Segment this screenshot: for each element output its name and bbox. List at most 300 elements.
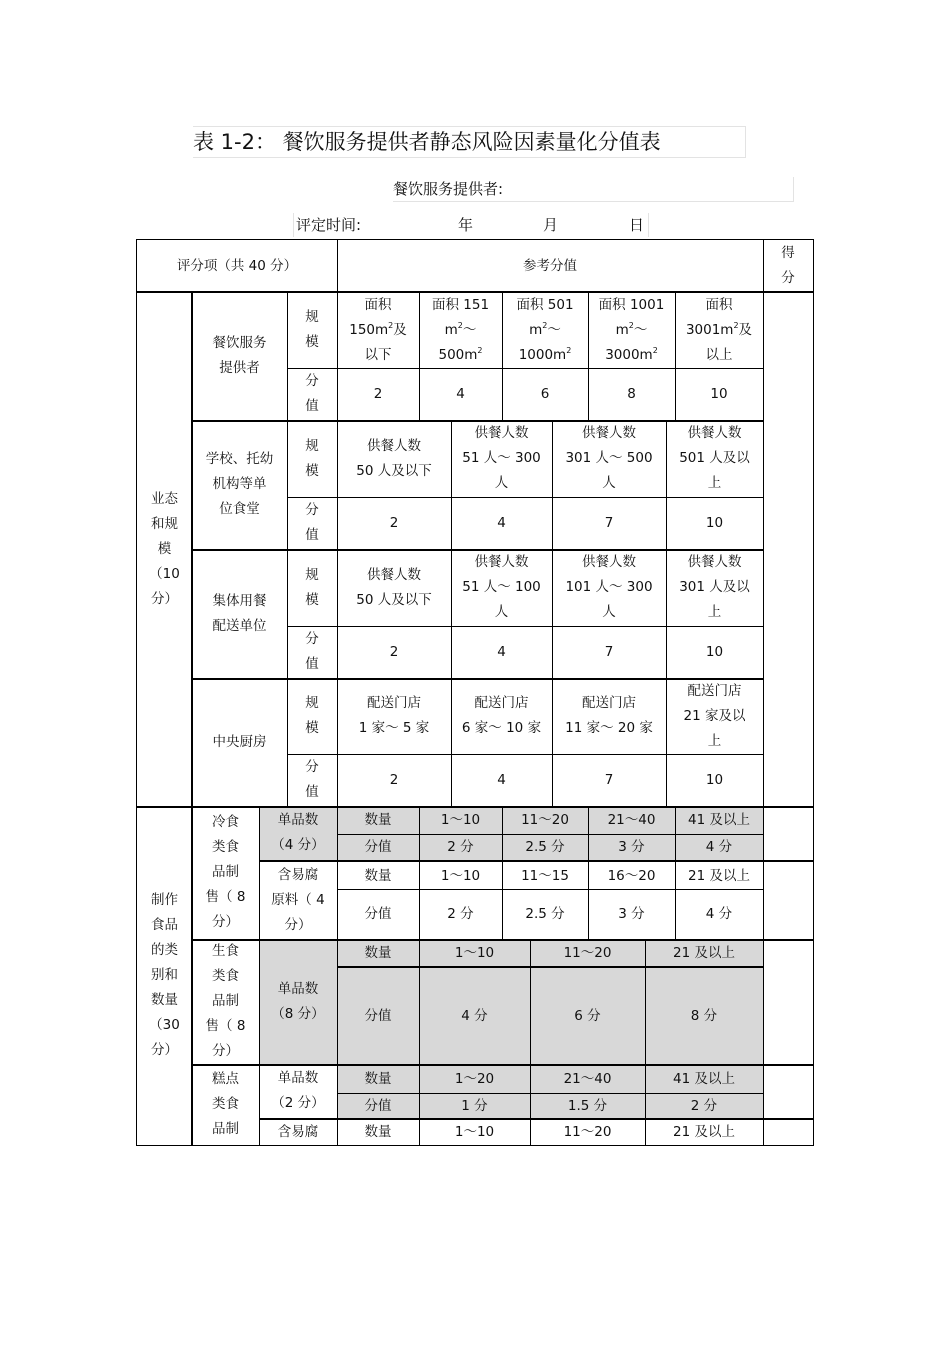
pastry-single-count bbox=[530, 1064, 645, 1094]
row-raw-food-line: 售（ 8 bbox=[205, 1018, 246, 1034]
cold-single-count bbox=[502, 806, 588, 835]
pastry-single-value-line: 1 分 bbox=[461, 1097, 488, 1114]
delivery-value bbox=[337, 626, 451, 678]
pastry-single-value-line: 1.5 分 bbox=[567, 1097, 608, 1114]
cold-perishable-label-line: 分） bbox=[284, 917, 312, 933]
catering-scale-c2-line: $500m^2$ bbox=[438, 345, 483, 363]
raw-single-value-line: 8 分 bbox=[690, 1007, 718, 1024]
school-value-line: 7 bbox=[604, 514, 614, 531]
cold-perishable-label-line: 含易腐 bbox=[277, 867, 319, 883]
school-value-line: 4 bbox=[497, 514, 506, 531]
school-scale-c4-line: 上 bbox=[707, 475, 722, 491]
catering-scale-c3-line: $1000m^2$ bbox=[518, 345, 572, 363]
raw-single-count-line: 1～10 bbox=[454, 945, 495, 961]
central-value-line: 7 bbox=[604, 771, 614, 788]
cold-perishable-value-line: 4 分 bbox=[705, 906, 733, 922]
row-catering-provider bbox=[192, 292, 287, 420]
row-cold-food-line: 类食 bbox=[211, 839, 239, 855]
row-cold-food-line: 品制 bbox=[211, 864, 239, 880]
catering-scale-c1-line: 以下 bbox=[364, 346, 392, 363]
scale-label-line: 模 bbox=[305, 591, 319, 608]
row-group-delivery-line: 配送单位 bbox=[212, 617, 267, 634]
delivery-scale-c1-line: 50 人及以下 bbox=[356, 591, 432, 608]
header-item-line: 评分项（共 40 分） bbox=[176, 257, 298, 274]
cold-single-value-line: 4 分 bbox=[705, 839, 733, 855]
school-scale-c1 bbox=[337, 420, 451, 497]
cold-perishable-count-line: 1～10 bbox=[440, 867, 481, 884]
superscript: 2 bbox=[733, 320, 739, 330]
school-scale-c3-line: 301 人～ 500 bbox=[565, 450, 653, 466]
central-scale-c2-line: 配送门店 bbox=[474, 695, 529, 711]
cold-single-count-line: 21～40 bbox=[607, 812, 656, 828]
value-label bbox=[337, 890, 419, 939]
catering-scale-c2-line: 面积 151 bbox=[431, 296, 490, 313]
superscript: 2 bbox=[457, 320, 463, 330]
school-scale-c2-line: 供餐人数 bbox=[474, 425, 529, 441]
school-scale-c3-line: 人 bbox=[602, 475, 616, 491]
central-value-line: 4 bbox=[497, 771, 506, 788]
raw-single-value-line: 6 分 bbox=[574, 1007, 601, 1024]
central-scale-c2-line: 6 家～ 10 家 bbox=[461, 720, 542, 736]
central-value-line: 10 bbox=[705, 771, 724, 788]
scale-label-line: 模 bbox=[305, 462, 319, 479]
count-label bbox=[337, 1064, 419, 1094]
grid-line bbox=[287, 368, 764, 369]
superscript: 2 bbox=[652, 345, 658, 355]
grid-line bbox=[675, 292, 676, 421]
scale-label bbox=[287, 292, 337, 368]
catering-scale-c1-line: 面积 bbox=[364, 296, 392, 313]
cold-perishable-count bbox=[675, 862, 763, 890]
section-food-category-line: 分） bbox=[151, 1042, 178, 1058]
row-school-canteen-line: 机构等单 bbox=[212, 476, 267, 492]
cold-perishable-label-line: 原料（ 4 bbox=[271, 892, 325, 908]
delivery-scale-c1 bbox=[337, 549, 451, 626]
section-food-category-line: 的类 bbox=[151, 942, 178, 958]
section-food-category-line: （30 bbox=[149, 1017, 180, 1033]
value-label-line: 值 bbox=[305, 398, 319, 414]
grid-line bbox=[502, 292, 503, 421]
cold-single-label-line: （4 分） bbox=[271, 837, 325, 853]
value-label-line: 分值 bbox=[364, 1007, 392, 1024]
cold-single-count-line: 41 及以上 bbox=[688, 812, 750, 828]
school-scale-c4 bbox=[666, 420, 763, 497]
delivery-scale-c4 bbox=[666, 549, 763, 626]
delivery-scale-c3-line: 101 人～ 300 bbox=[565, 579, 653, 595]
section-food-category-line: 食品 bbox=[151, 917, 178, 933]
scale-label-line: 规 bbox=[305, 309, 319, 325]
delivery-value bbox=[666, 626, 763, 678]
school-value bbox=[666, 497, 763, 549]
superscript: 2 bbox=[388, 320, 394, 330]
catering-scale-c4-line: 面积 1001 bbox=[598, 296, 665, 313]
cold-single-value bbox=[675, 835, 763, 860]
delivery-value-line: 10 bbox=[705, 643, 724, 660]
catering-scale-c3-line: $m^2\sim$ bbox=[529, 320, 561, 338]
grid-line bbox=[419, 292, 420, 421]
central-scale-c3-line: 11 家～ 20 家 bbox=[565, 720, 653, 736]
delivery-scale-c2-line: 51 人～ 100 bbox=[462, 579, 541, 595]
raw-single-count bbox=[530, 939, 645, 968]
pastry-single-count-line: 21～40 bbox=[563, 1070, 612, 1087]
cold-single-value-line: 2 分 bbox=[447, 839, 474, 855]
cold-single-count bbox=[675, 806, 763, 835]
row-catering-provider-line: 提供者 bbox=[219, 360, 260, 376]
superscript: 2 bbox=[477, 345, 483, 355]
row-raw-food-line: 类食 bbox=[211, 968, 239, 984]
row-pastry bbox=[192, 1064, 259, 1145]
grid-line bbox=[451, 420, 452, 807]
cold-single-count bbox=[419, 806, 502, 835]
section-business-scale-line: 模 bbox=[157, 540, 172, 557]
catering-scale-c2-line: $m^2\sim$ bbox=[444, 320, 477, 338]
delivery-scale-c2-line: 人 bbox=[494, 604, 509, 620]
school-scale-c2 bbox=[451, 420, 552, 497]
value-label bbox=[337, 1094, 419, 1118]
central-scale-c4-line: 上 bbox=[707, 732, 722, 749]
central-scale-c4-line: 21 家及以 bbox=[683, 707, 746, 724]
cold-single-label-line: 单品数 bbox=[277, 812, 319, 828]
grid-line bbox=[192, 549, 764, 551]
grid-line bbox=[645, 939, 646, 1146]
pastry-perishable-label bbox=[259, 1120, 337, 1145]
catering-scale-c1 bbox=[337, 292, 419, 368]
delivery-scale-c4-line: 上 bbox=[707, 604, 722, 620]
raw-single-value bbox=[419, 968, 530, 1064]
central-value bbox=[451, 754, 552, 806]
grid-line bbox=[192, 939, 814, 941]
value-label-line: 分 bbox=[305, 373, 319, 389]
row-school-canteen bbox=[192, 420, 287, 549]
row-school-canteen-line: 位食堂 bbox=[219, 501, 260, 517]
cold-single-value bbox=[502, 835, 588, 860]
grid-line bbox=[337, 1093, 764, 1094]
catering-scale-c5-line: 以上 bbox=[705, 346, 733, 363]
pastry-perishable-count-line: 1～10 bbox=[454, 1124, 495, 1140]
section-food-category-line: 数量 bbox=[151, 992, 178, 1008]
grid-line bbox=[588, 292, 589, 421]
grid-line bbox=[287, 497, 764, 498]
catering-value-line: 4 bbox=[456, 385, 465, 402]
pastry-single-count-line: 1～20 bbox=[454, 1070, 495, 1087]
grid-line bbox=[136, 291, 814, 293]
catering-scale-c5-line: $3001m^2$及 bbox=[685, 320, 753, 338]
header-ref-line: 参考分值 bbox=[523, 257, 577, 274]
scale-label bbox=[287, 549, 337, 626]
raw-single-value bbox=[645, 968, 763, 1064]
section-food-category bbox=[137, 806, 192, 1145]
count-label-line: 数量 bbox=[364, 1070, 392, 1087]
cold-perishable-value-line: 3 分 bbox=[618, 906, 645, 922]
central-value-line: 2 bbox=[389, 771, 399, 788]
scale-label-line: 规 bbox=[305, 437, 319, 454]
catering-value bbox=[588, 368, 675, 420]
cold-perishable-label bbox=[259, 862, 337, 939]
raw-single-value bbox=[530, 968, 645, 1064]
grid-line bbox=[259, 806, 260, 1146]
value-label bbox=[287, 626, 337, 678]
header-score bbox=[763, 240, 813, 292]
raw-single-count-line: 21 及以上 bbox=[673, 945, 735, 961]
grid-line bbox=[763, 239, 764, 1146]
catering-scale-c2 bbox=[419, 292, 502, 368]
value-label-line: 分 bbox=[305, 502, 319, 518]
delivery-scale-c3-line: 供餐人数 bbox=[582, 554, 636, 570]
count-label bbox=[337, 806, 419, 835]
grid-line bbox=[337, 239, 338, 292]
catering-value bbox=[419, 368, 502, 420]
section-food-category-line: 制作 bbox=[151, 892, 178, 908]
school-value bbox=[337, 497, 451, 549]
scale-label-line: 模 bbox=[305, 334, 319, 350]
header-score-line: 分 bbox=[781, 270, 795, 286]
pastry-single-label-line: 单品数 bbox=[277, 1070, 319, 1086]
pastry-single-count-line: 41 及以上 bbox=[673, 1070, 735, 1087]
cold-single-value bbox=[588, 835, 675, 860]
cold-perishable-count bbox=[588, 862, 675, 890]
delivery-scale-c2 bbox=[451, 549, 552, 626]
section-food-category-line: 别和 bbox=[151, 967, 178, 983]
school-value-line: 2 bbox=[389, 514, 399, 531]
date-line bbox=[293, 213, 649, 237]
pastry-perishable-label-line: 含易腐 bbox=[277, 1124, 319, 1140]
central-scale-c4-line: 配送门店 bbox=[687, 682, 742, 699]
value-label-line: 值 bbox=[305, 784, 319, 800]
count-label-line: 数量 bbox=[364, 945, 392, 961]
grid-line bbox=[337, 834, 764, 835]
cold-single-label bbox=[259, 806, 337, 860]
row-raw-food-line: 生食 bbox=[211, 943, 239, 959]
school-scale-c2-line: 人 bbox=[494, 475, 509, 491]
cold-single-count bbox=[588, 806, 675, 835]
value-label-line: 分值 bbox=[364, 839, 392, 855]
school-scale-c4-line: 501 人及以 bbox=[679, 450, 750, 466]
central-scale-c3 bbox=[552, 678, 666, 754]
cold-single-count-line: 1～10 bbox=[440, 812, 481, 828]
grid-line bbox=[588, 806, 589, 940]
raw-single-count-line: 11～20 bbox=[563, 945, 612, 961]
cold-perishable-value-line: 2.5 分 bbox=[525, 906, 565, 922]
value-label bbox=[287, 497, 337, 549]
catering-value bbox=[337, 368, 419, 420]
scale-label-line: 模 bbox=[305, 720, 319, 736]
count-label bbox=[337, 862, 419, 890]
cold-single-value-line: 2.5 分 bbox=[525, 839, 565, 855]
cold-perishable-count bbox=[502, 862, 588, 890]
pastry-single-value-line: 2 分 bbox=[690, 1097, 718, 1114]
central-scale-c1 bbox=[337, 678, 451, 754]
pastry-single-count bbox=[419, 1064, 530, 1094]
central-scale-c1-line: 配送门店 bbox=[367, 695, 421, 711]
value-label-line: 值 bbox=[305, 656, 319, 672]
delivery-value-line: 4 bbox=[497, 643, 506, 660]
central-scale-c4 bbox=[666, 678, 763, 754]
date-label: 评定时间: bbox=[296, 216, 362, 234]
raw-single-label-line: 单品数 bbox=[277, 980, 319, 997]
date-day: 日 bbox=[629, 216, 645, 234]
school-scale-c1-line: 50 人及以下 bbox=[356, 462, 432, 479]
row-pastry-line: 类食 bbox=[212, 1096, 239, 1112]
count-label-line: 数量 bbox=[364, 1124, 392, 1140]
school-scale-c4-line: 供餐人数 bbox=[687, 425, 742, 441]
grid-line bbox=[287, 754, 764, 755]
row-cold-food-line: 分） bbox=[211, 914, 239, 930]
row-central-kitchen-line: 中央厨房 bbox=[212, 733, 267, 750]
scale-label bbox=[287, 678, 337, 754]
row-central-kitchen bbox=[192, 678, 287, 806]
catering-scale-c1-line: $150m^2$及 bbox=[349, 320, 407, 338]
row-raw-food-line: 品制 bbox=[211, 993, 239, 1009]
cold-perishable-value bbox=[675, 890, 763, 939]
row-cold-food bbox=[192, 806, 259, 939]
header-item bbox=[137, 240, 337, 292]
grid-line bbox=[675, 806, 676, 940]
count-label-line: 数量 bbox=[364, 812, 392, 828]
catering-scale-c4-line: $m^2\sim$ bbox=[615, 320, 648, 338]
grid-line bbox=[136, 239, 137, 1146]
grid-line bbox=[337, 966, 764, 968]
row-group-delivery bbox=[192, 549, 287, 678]
grid-line bbox=[419, 806, 420, 1146]
school-scale-c3 bbox=[552, 420, 666, 497]
grid-line bbox=[502, 806, 503, 940]
raw-single-count bbox=[645, 939, 763, 968]
row-cold-food-line: 售（ 8 bbox=[205, 889, 246, 905]
pastry-single-value bbox=[530, 1094, 645, 1118]
row-school-canteen-line: 学校、托幼 bbox=[205, 451, 274, 467]
superscript: 2 bbox=[542, 320, 548, 330]
central-scale-c2 bbox=[451, 678, 552, 754]
central-scale-c1-line: 1 家～ 5 家 bbox=[358, 720, 430, 736]
row-group-delivery-line: 集体用餐 bbox=[212, 592, 267, 609]
raw-single-value-line: 4 分 bbox=[461, 1007, 488, 1024]
cold-single-value-line: 3 分 bbox=[618, 839, 645, 855]
school-scale-c3-line: 供餐人数 bbox=[582, 425, 636, 441]
provider-label: 餐饮服务提供者: bbox=[393, 177, 794, 202]
school-scale-c2-line: 51 人～ 300 bbox=[462, 450, 541, 466]
scale-label bbox=[287, 420, 337, 497]
page-title: 表 1-2： 餐饮服务提供者静态风险因素量化分值表 bbox=[193, 126, 746, 158]
value-label-line: 分值 bbox=[364, 1097, 392, 1114]
value-label bbox=[337, 968, 419, 1064]
delivery-scale-c4-line: 供餐人数 bbox=[687, 554, 742, 570]
value-label bbox=[287, 368, 337, 420]
scale-label-line: 规 bbox=[305, 695, 319, 711]
scale-label-line: 规 bbox=[305, 566, 319, 583]
grid-line bbox=[337, 806, 338, 1146]
catering-value-line: 6 bbox=[540, 385, 550, 402]
section-business-scale-line: 业态 bbox=[151, 490, 178, 507]
cold-single-value bbox=[419, 835, 502, 860]
catering-value bbox=[502, 368, 588, 420]
delivery-value bbox=[451, 626, 552, 678]
grid-line bbox=[192, 420, 764, 422]
pastry-single-value bbox=[645, 1094, 763, 1118]
count-label bbox=[337, 939, 419, 968]
catering-value-line: 2 bbox=[373, 385, 383, 402]
section-business-scale-line: 分） bbox=[151, 590, 178, 607]
grid-line bbox=[813, 239, 814, 1146]
catering-scale-c5 bbox=[675, 292, 763, 368]
count-label bbox=[337, 1120, 419, 1145]
catering-scale-c3 bbox=[502, 292, 588, 368]
value-label-line: 值 bbox=[305, 527, 319, 543]
delivery-scale-c1-line: 供餐人数 bbox=[366, 566, 421, 583]
value-label bbox=[337, 835, 419, 860]
catering-scale-c3-line: 面积 501 bbox=[516, 296, 574, 313]
raw-single-count bbox=[419, 939, 530, 968]
cold-perishable-value bbox=[502, 890, 588, 939]
delivery-scale-c3 bbox=[552, 549, 666, 626]
cold-single-count-line: 11～20 bbox=[521, 812, 569, 828]
delivery-value-line: 7 bbox=[604, 643, 614, 660]
section-business-scale-line: 和规 bbox=[151, 515, 178, 532]
grid-line bbox=[287, 626, 764, 627]
school-value bbox=[451, 497, 552, 549]
catering-value bbox=[675, 368, 763, 420]
section-business-scale bbox=[137, 292, 192, 806]
delivery-value-line: 2 bbox=[389, 643, 399, 660]
catering-value-line: 8 bbox=[627, 385, 636, 402]
catering-value-line: 10 bbox=[710, 385, 728, 402]
row-pastry-line: 品制 bbox=[212, 1121, 239, 1137]
cold-perishable-value bbox=[419, 890, 502, 939]
header-score-line: 得 bbox=[781, 245, 795, 261]
count-label-line: 数量 bbox=[364, 867, 392, 884]
grid-line bbox=[259, 860, 814, 862]
pastry-perishable-count bbox=[530, 1120, 645, 1145]
pastry-perishable-count-line: 11～20 bbox=[563, 1124, 612, 1140]
delivery-scale-c4-line: 301 人及以 bbox=[679, 579, 750, 595]
superscript: 2 bbox=[628, 320, 634, 330]
raw-single-label bbox=[259, 939, 337, 1064]
grid-line bbox=[136, 806, 814, 808]
grid-line bbox=[337, 889, 764, 890]
cold-perishable-value-line: 2 分 bbox=[447, 906, 474, 922]
grid-line bbox=[192, 678, 764, 680]
catering-scale-c5-line: 面积 bbox=[705, 296, 733, 313]
superscript: 2 bbox=[566, 345, 572, 355]
date-month: 月 bbox=[543, 216, 559, 234]
pastry-perishable-count bbox=[419, 1120, 530, 1145]
delivery-value bbox=[552, 626, 666, 678]
grid-line bbox=[530, 939, 531, 1146]
raw-single-label-line: （8 分） bbox=[271, 1005, 325, 1022]
pastry-perishable-count bbox=[645, 1120, 763, 1145]
cold-perishable-count bbox=[419, 862, 502, 890]
header-ref bbox=[337, 240, 763, 292]
pastry-single-value bbox=[419, 1094, 530, 1118]
row-catering-provider-line: 餐饮服务 bbox=[212, 335, 267, 351]
value-label-line: 分 bbox=[305, 759, 319, 775]
cold-perishable-count-line: 11～15 bbox=[521, 867, 569, 884]
pastry-single-label-line: （2 分） bbox=[271, 1095, 325, 1111]
value-label-line: 分值 bbox=[364, 906, 392, 922]
grid-line bbox=[192, 1064, 814, 1066]
row-cold-food-line: 冷食 bbox=[211, 814, 239, 830]
row-pastry-line: 糕点 bbox=[212, 1071, 239, 1087]
row-raw-food bbox=[192, 939, 259, 1064]
catering-scale-c4 bbox=[588, 292, 675, 368]
school-value-line: 10 bbox=[705, 514, 724, 531]
cold-perishable-count-line: 16～20 bbox=[607, 867, 656, 884]
cold-perishable-count-line: 21 及以上 bbox=[688, 867, 750, 884]
grid-line bbox=[552, 420, 553, 807]
central-scale-c3-line: 配送门店 bbox=[581, 695, 636, 711]
school-value bbox=[552, 497, 666, 549]
central-value bbox=[666, 754, 763, 806]
row-raw-food-line: 分） bbox=[211, 1043, 239, 1059]
